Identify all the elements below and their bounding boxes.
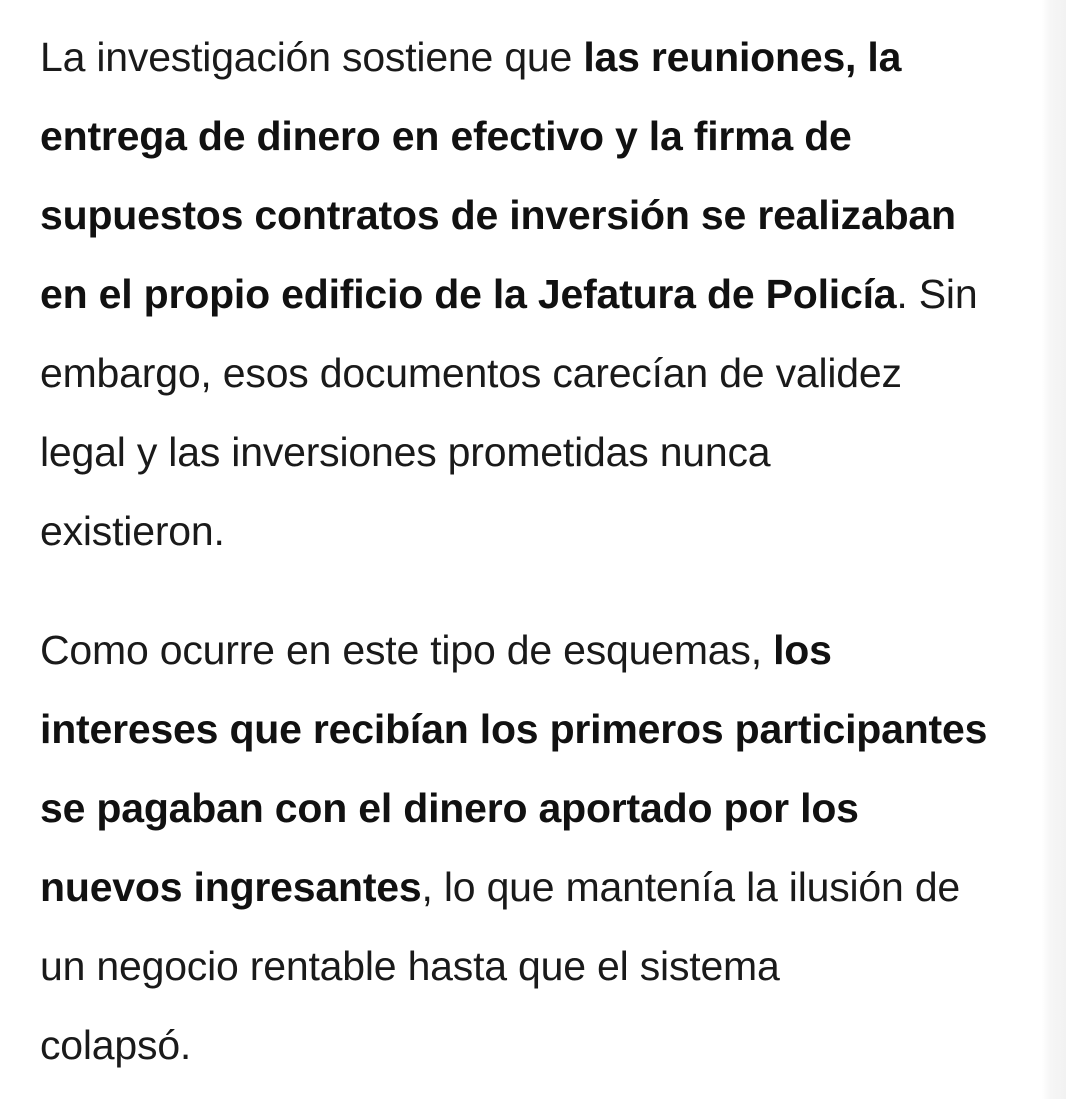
text-run: legal y las inversiones prometidas nunca [40,429,771,475]
text-line [40,97,1040,176]
bold-text-run: en el propio edificio de la Jefatura de Policía [40,271,897,317]
paragraph [40,18,1040,571]
bold-text-run: nuevos ingresantes [40,864,422,910]
text-run: La investigación sostiene que [40,34,584,80]
text-run: un negocio rentable hasta que el sistema [40,943,780,989]
text-run: colapsó. [40,1022,192,1068]
text-line [40,769,1040,848]
text-line [40,18,1040,97]
text-run: embargo, esos documentos carecían de validez [40,350,902,396]
text-line [40,690,1040,769]
bold-text-run: entrega de dinero en efectivo y la firma de [40,113,852,159]
text-run: . Sin [896,271,978,317]
text-run: existieron. [40,508,225,554]
text-line [40,255,1040,334]
page-edge [1042,0,1066,1099]
text-line [40,611,1040,690]
text-run: Como ocurre en este tipo de esquemas, [40,627,774,673]
bold-text-run: supuestos contratos de inversión se realizaban [40,192,956,238]
text-run: , lo que mantenía la ilusión de [421,864,961,910]
article-body [40,18,1040,1085]
text-line [40,492,1040,571]
bold-text-run: los [773,627,832,673]
text-line [40,176,1040,255]
text-line [40,848,1040,927]
text-line [40,334,1040,413]
text-line [40,927,1040,1006]
text-line [40,1006,1040,1085]
text-line [40,413,1040,492]
bold-text-run: intereses que recibían los primeros participantes [40,706,988,752]
bold-text-run: las reuniones, la [583,34,902,80]
bold-text-run: se pagaban con el dinero aportado por los [40,785,859,831]
paragraph [40,611,1040,1085]
